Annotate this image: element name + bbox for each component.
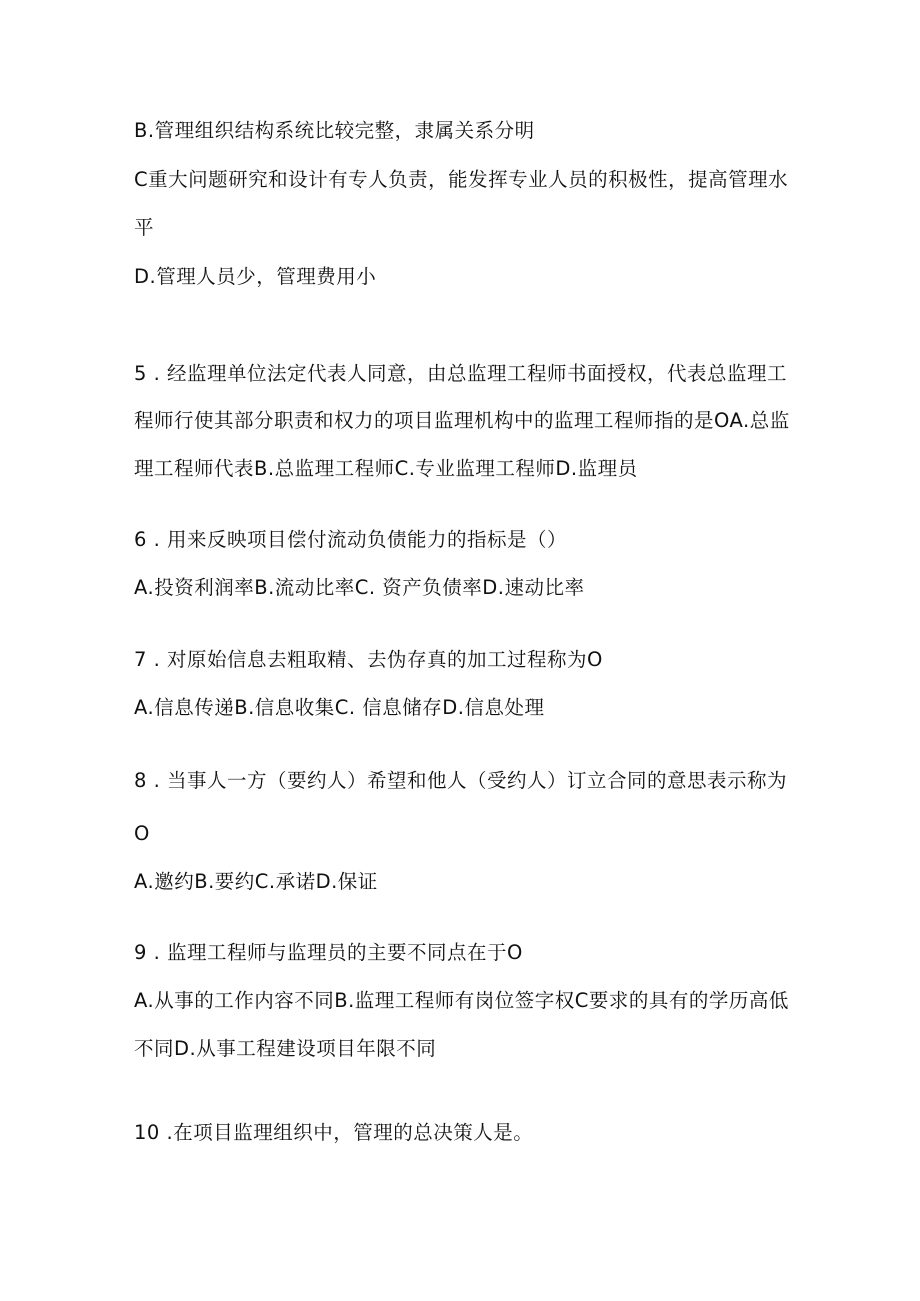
option-d-line: D.管理人员少，管理费用小 (134, 265, 377, 288)
question-9: 9 . 监理工程师与监理员的主要不同点在于O (134, 941, 523, 964)
question-6-options: A.投资利润率B.流动比率C. 资产负债率D.速动比率 (134, 576, 585, 599)
question-5-line-1: 5 . 经监理单位法定代表人同意，由总监理工程师书面授权，代表总监理工 (134, 362, 788, 385)
question-7: 7 . 对原始信息去粗取精、去伪存真的加工过程称为O (134, 648, 603, 671)
question-5-line-2: 程师行使其部分职责和权力的项目监理机构中的监理工程师指的是OA.总监 (134, 409, 790, 432)
question-9-options-line-2: 不同D.从事工程建设项目年限不同 (134, 1037, 437, 1060)
option-b-line: B.管理组织结构系统比较完整，隶属关系分明 (134, 119, 535, 142)
question-8-line-1: 8 . 当事人一方（要约人）希望和他人（受约人）订立合同的意思表示称为 (134, 769, 788, 792)
question-5-line-3: 理工程师代表B.总监理工程师C.专业监理工程师D.监理员 (134, 457, 638, 480)
question-7-options: A.信息传递B.信息收集C. 信息储存D.信息处理 (134, 696, 545, 719)
question-8-options: A.邀约B.要约C.承诺D.保证 (134, 870, 378, 893)
question-8-line-2: O (134, 822, 150, 845)
question-6: 6 . 用来反映项目偿付流动负债能力的指标是（） (134, 528, 568, 551)
question-9-options-line-1: A.从事的工作内容不同B.监理工程师有岗位签字权C要求的具有的学历高低 (134, 989, 789, 1012)
option-c-line: C重大问题研究和设计有专人负责，能发挥专业人员的积极性，提高管理水 (134, 168, 789, 191)
option-c-continuation: 平 (134, 216, 155, 239)
question-10: 10 .在项目监理组织中，管理的总决策人是。 (134, 1121, 534, 1144)
